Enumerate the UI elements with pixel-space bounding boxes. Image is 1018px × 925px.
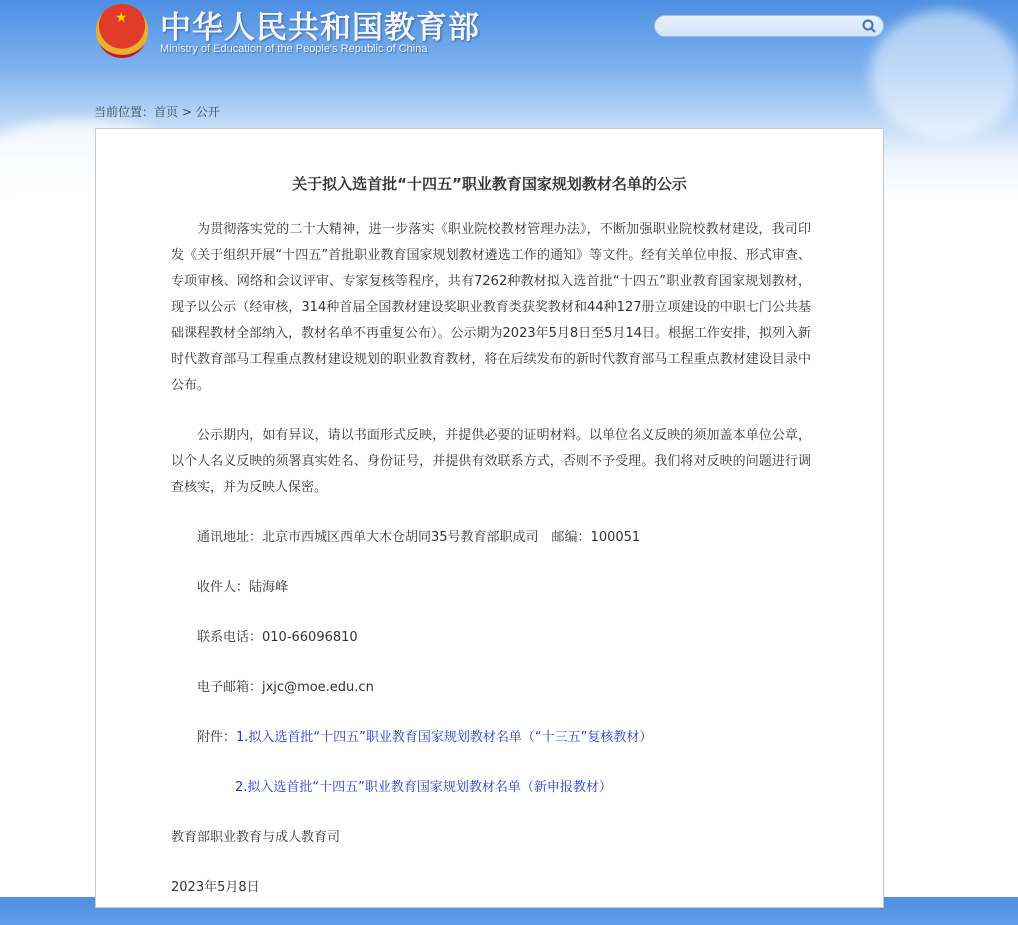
attachments (171, 725, 811, 751)
site-subtitle: Ministry of Education of the People's Republic of China (160, 43, 428, 55)
issuer: 教育部职业教育与成人教育司 (171, 830, 341, 845)
article-paragraph: 公示期内，如有异议，请以书面形式反映，并提供必要的证明材料。以单位名义反映的须加盖本单位公章，以个人名义反映的须署真实姓名、身份证号，并提供有效联系方式，否则不予受理。我们将对反映的问题进行调查核实，并为反映人保密。 (171, 428, 811, 495)
search-icon[interactable] (861, 18, 877, 34)
attachments-label: 附件： (197, 730, 237, 745)
search-input[interactable] (665, 17, 859, 37)
dandelion-decoration (870, 10, 1018, 140)
site-header (0, 0, 1018, 128)
attachment-link-1[interactable]: 1.拟入选首批“十四五”职业教育国家规划教材名单（“十三五”复核教材） (236, 730, 653, 745)
contact-address: 通讯地址：北京市西城区西单大木仓胡同35号教育部职成司 邮编：100051 (197, 530, 641, 545)
breadcrumb-home-link[interactable]: 首页 (154, 105, 179, 119)
issue-date: 2023年5月8日 (171, 880, 260, 895)
national-emblem-icon: ★ (96, 4, 148, 58)
article-title: 关于拟入选首批“十四五”职业教育国家规划教材名单的公示 (292, 175, 687, 193)
breadcrumb-label: 当前位置： (94, 105, 155, 119)
contact-email: 电子邮箱：jxjc@moe.edu.cn (197, 680, 374, 695)
contact-recipient: 收件人：陆海峰 (197, 580, 289, 595)
attachment-link-2[interactable]: 2.拟入选首批“十四五”职业教育国家规划教材名单（新申报教材） (235, 780, 612, 795)
article-paragraph: 为贯彻落实党的二十大精神，进一步落实《职业院校教材管理办法》，不断加强职业院校教材建设，我司印发《关于组织开展“十四五”首批职业教育国家规划教材遴选工作的通知》等文件。经有关单位申报、形式审查、专项审核、网络和会议评审、专家复核等程序，共有7262种教材拟入选首批“十四五”职业教育国家规划教材，现予以公示（经审核，314种首届全国教材建设奖职业教育类获奖教材和44种127册立项建设的中职七门公共基础课程教材全部纳入，教材名单不再重复公布）。公示期为2023年5月8日至5月14日。根据工作安排，拟列入新时代教育部马工程重点教材建设规划的职业教育教材，将在后续发布的新时代教育部马工程重点教材建设目录中公布。 (171, 222, 811, 393)
breadcrumb-current-link[interactable]: 公开 (195, 105, 220, 119)
attachments-second (171, 775, 811, 801)
article-container (95, 128, 884, 908)
chevron-right-icon: > (181, 105, 192, 119)
search-box (654, 15, 884, 37)
site-title[interactable]: 中华人民共和国教育部 (160, 10, 480, 46)
breadcrumb (94, 103, 220, 120)
article-body (171, 217, 811, 925)
contact-phone: 联系电话：010-66096810 (197, 630, 358, 645)
